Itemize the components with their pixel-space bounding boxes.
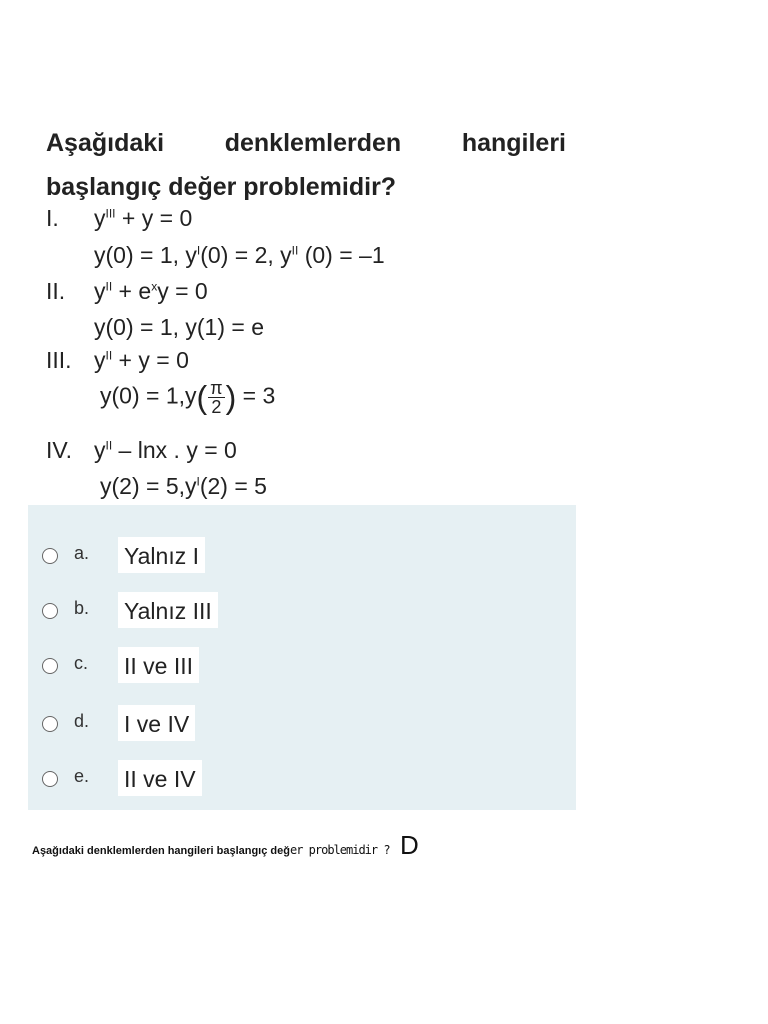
option-letter: b. <box>74 598 90 618</box>
option-text: Yalnız III <box>118 592 218 628</box>
item-1-roman: I. <box>46 205 59 231</box>
item-2-conditions: y(0) = 1, y(1) = e <box>94 314 265 340</box>
item-3-conditions: y(0) = 1,y( $\frac{\pi}{2}$ ) = 3 <box>100 378 276 417</box>
radio-button-icon[interactable] <box>42 603 58 619</box>
question-title <box>46 121 566 209</box>
option-a[interactable] <box>28 535 576 585</box>
options-panel <box>28 505 576 810</box>
item-1-conditions: y(0) = 1, $y^I(0) = 2$, $y^{II}$ (0) = –1 <box>94 242 385 268</box>
option-text: Yalnız I <box>118 537 205 573</box>
radio-button-icon[interactable] <box>42 771 58 787</box>
radio-button-icon[interactable] <box>42 548 58 564</box>
option-e[interactable] <box>28 758 576 808</box>
item-4-roman: IV. <box>46 437 73 463</box>
item-3-equation: $y^{II} + y = 0$ <box>94 347 189 373</box>
item-2-roman: II. <box>46 278 66 304</box>
radio-button-icon[interactable] <box>42 716 58 732</box>
title-word: hangileri <box>461 129 566 157</box>
option-c[interactable] <box>28 645 576 695</box>
option-letter: e. <box>74 766 90 786</box>
radio-button-icon[interactable] <box>42 658 58 674</box>
question-text <box>28 115 576 505</box>
item-4-conditions: $y(2) = 5,y^I(2) = 5$ <box>100 473 267 499</box>
fraction-pi-over-2: $\frac{\pi}{2}$ <box>210 378 223 417</box>
item-4-equation: $y^{II}$ – lnx . y = 0 <box>94 437 237 463</box>
title-word: Aşağıdaki <box>46 129 165 157</box>
option-b[interactable] <box>28 590 576 640</box>
title-line-2: başlangıç değer problemidir? <box>46 173 397 201</box>
footer-answer: D <box>400 830 419 860</box>
option-letter: d. <box>74 711 90 731</box>
item-2-equation: $y^{II} + e^xy = 0$ <box>94 278 208 304</box>
answer-line <box>32 830 419 860</box>
option-letter: c. <box>74 653 89 673</box>
item-3-roman: III. <box>46 347 72 373</box>
title-word: denklemlerden <box>224 129 402 157</box>
option-text: II ve III <box>118 647 199 683</box>
question-image <box>28 115 576 810</box>
option-text: II ve IV <box>118 760 202 796</box>
option-letter: a. <box>74 543 90 563</box>
option-text: I ve IV <box>118 705 195 741</box>
option-d[interactable] <box>28 703 576 753</box>
item-1-equation: $y^{III} + y = 0$ <box>94 205 193 231</box>
footer-question: Aşağıdaki denklemlerden hangileri başlangıç değer problemidir ? <box>32 843 390 857</box>
